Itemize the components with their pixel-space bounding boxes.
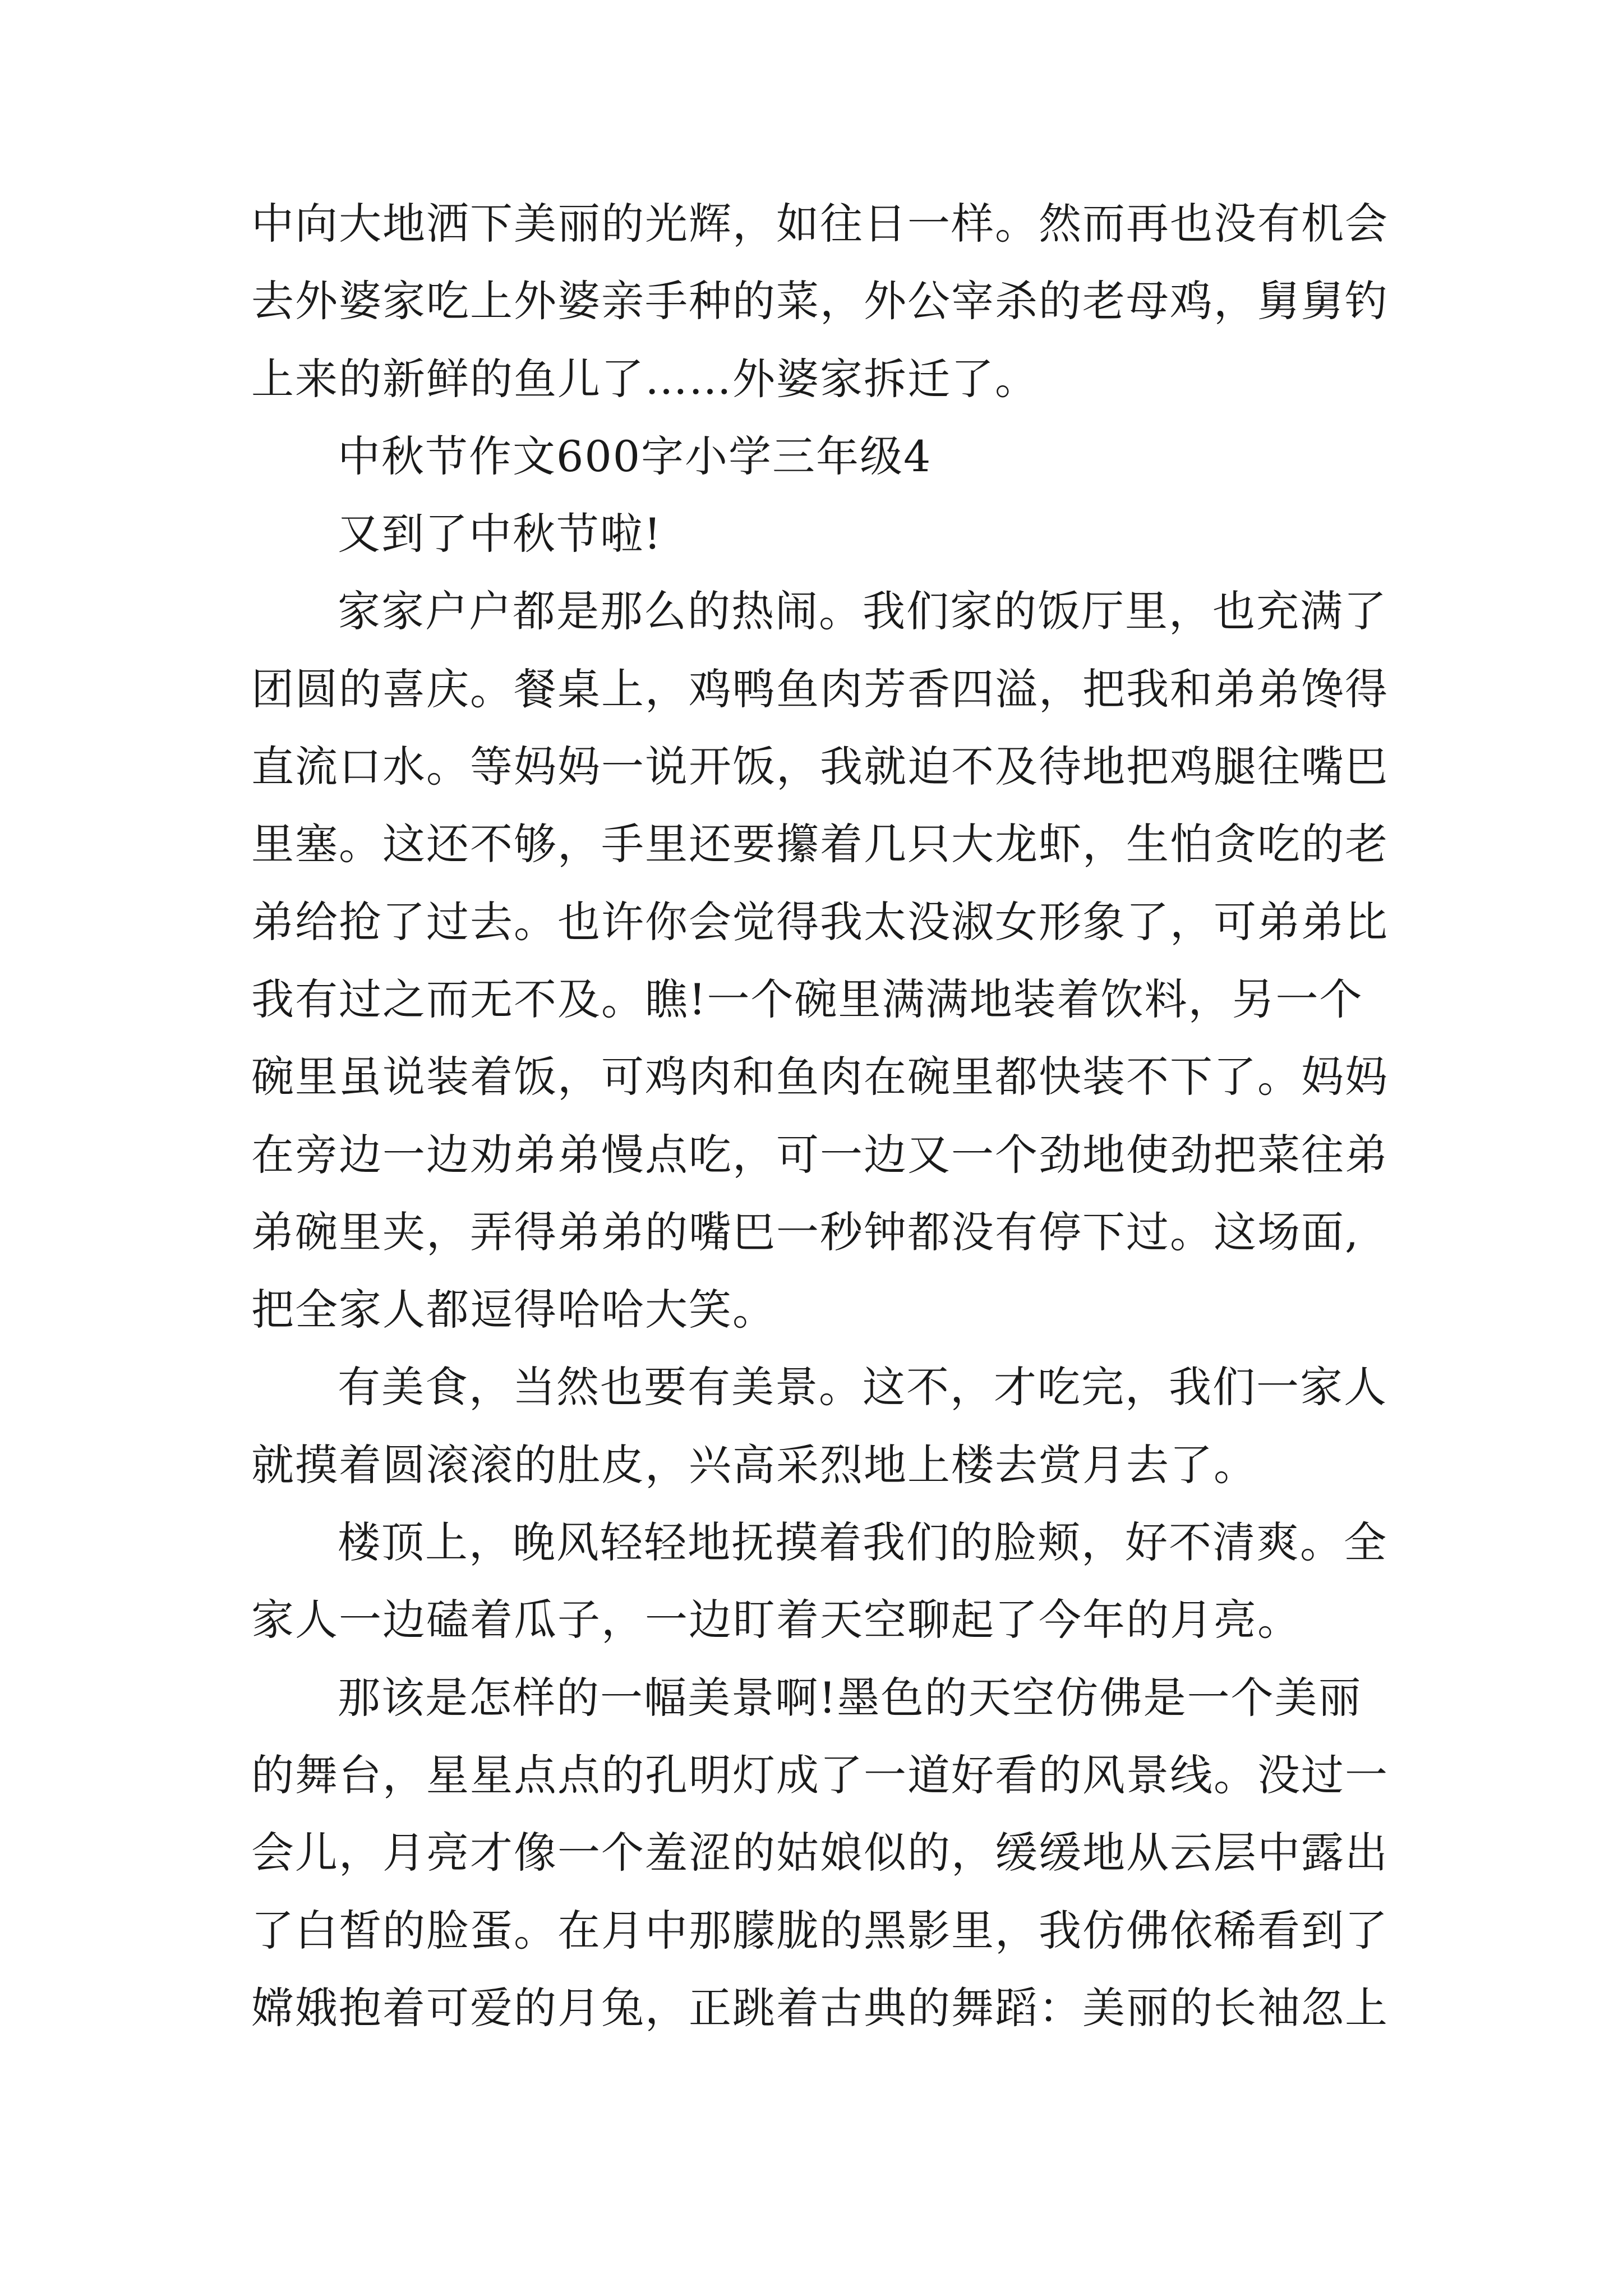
- text-line: 上来的新鲜的鱼儿了……外婆家拆迁了。: [251, 353, 1039, 404]
- text-line: 有美食，当然也要有美景。这不，才吃完，我们一家人: [338, 1362, 1387, 1412]
- text-line: 把全家人都逗得哈哈大笑。: [251, 1285, 776, 1335]
- text-line: 团圆的喜庆。餐桌上，鸡鸭鱼肉芳香四溢，把我和弟弟馋得: [251, 664, 1389, 714]
- text-line: 楼顶上，晚风轻轻地抚摸着我们的脸颊，好不清爽。全: [338, 1517, 1387, 1568]
- text-line: 去外婆家吃上外婆亲手种的菜，外公宰杀的老母鸡，舅舅钓: [251, 276, 1389, 326]
- text-line: 弟碗里夹，弄得弟弟的嘴巴一秒钟都没有停下过。这场面,: [251, 1207, 1360, 1257]
- text-line: 碗里虽说装着饭，可鸡肉和鱼肉在碗里都快装不下了。妈妈: [251, 1052, 1389, 1102]
- text-line: 中向大地洒下美丽的光辉，如往日一样。然而再也没有机会: [251, 199, 1389, 249]
- text-line: 嫦娥抱着可爱的月兔，正跳着古典的舞蹈：美丽的长袖忽上: [251, 1982, 1389, 2033]
- paragraph: [251, 1659, 1389, 2047]
- text-line: 的舞台，星星点点的孔明灯成了一道好看的风景线。没过一: [251, 1750, 1389, 1800]
- section-heading: [251, 418, 1378, 495]
- text-line: 家人一边磕着瓜子，一边盯着天空聊起了今年的月亮。: [251, 1595, 1301, 1645]
- paragraph: [251, 185, 1389, 418]
- text-line: 了白皙的脸蛋。在月中那朦胧的黑影里，我仿佛依稀看到了: [251, 1905, 1389, 1955]
- text-line: 又到了中秋节啦!: [338, 509, 662, 559]
- text-line: 在旁边一边劝弟弟慢点吃，可一边又一个劲地使劲把菜往弟: [251, 1129, 1389, 1180]
- text-line: 家家户户都是那么的热闹。我们家的饭厅里，也充满了: [338, 586, 1387, 637]
- text-line: 就摸着圆滚滚的肚皮，兴高采烈地上楼去赏月去了。: [251, 1439, 1257, 1490]
- paragraph: [251, 573, 1389, 1349]
- text-line: 会儿，月亮才像一个羞涩的姑娘似的，缓缓地从云层中露出: [251, 1828, 1389, 1878]
- text-line: 弟给抢了过去。也许你会觉得我太没淑女形象了，可弟弟比: [251, 896, 1389, 947]
- paragraph: [251, 1504, 1387, 1659]
- text-line: 那该是怎样的一幅美景啊!墨色的天空仿佛是一个美丽: [338, 1672, 1362, 1723]
- text-line: 我有过之而无不及。瞧!一个碗里满满地装着饮料，另一个: [251, 974, 1363, 1024]
- paragraph: [251, 495, 1378, 573]
- text-line: 里塞。这还不够，手里还要攥着几只大龙虾，生怕贪吃的老: [251, 819, 1389, 869]
- heading-text: 中秋节作文600字小学三年级4: [338, 431, 932, 481]
- paragraph: [251, 1349, 1387, 1504]
- document-body: [251, 185, 1389, 2047]
- text-line: 直流口水。等妈妈一说开饭，我就迫不及待地把鸡腿往嘴巴: [251, 742, 1389, 792]
